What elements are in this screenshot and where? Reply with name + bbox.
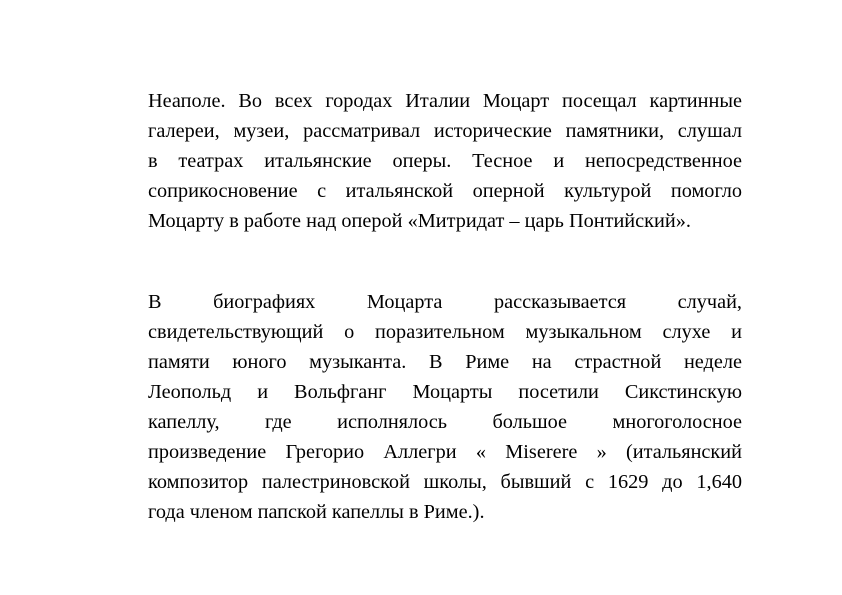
paragraph-line: года членом папской капеллы в Риме.). (148, 501, 485, 523)
paragraph-line: капеллу, где исполнялось большое многоголосное (148, 411, 742, 433)
paragraph-line: памяти юного музыканта. В Риме на страстной неделе (148, 351, 742, 373)
paragraph-line: композитор палестриновской школы, бывший с 1629 до 1,640 (148, 471, 742, 493)
paragraph-line: Моцарту в работе над оперой «Митридат – царь Понтийский». (148, 210, 691, 232)
paragraph-line: Неаполе. Во всех городах Италии Моцарт посещал картинные (148, 90, 742, 112)
paragraph-line: Леопольд и Вольфганг Моцарты посетили Сикстинскую (148, 381, 742, 403)
paragraph-line: свидетельствующий о поразительном музыкальном слухе и (148, 321, 742, 343)
paragraph-line: произведение Грегорио Аллегри « Miserere » (итальянский (148, 441, 742, 463)
paragraph-line: в театрах итальянские оперы. Тесное и непосредственное (148, 150, 742, 172)
paragraph-line: галереи, музеи, рассматривал исторические памятники, слушал (148, 120, 742, 142)
paragraph-line: соприкосновение с итальянской оперной культурой помогло (148, 180, 742, 202)
paragraph-line: В биографиях Моцарта рассказывается случай, (148, 291, 742, 313)
